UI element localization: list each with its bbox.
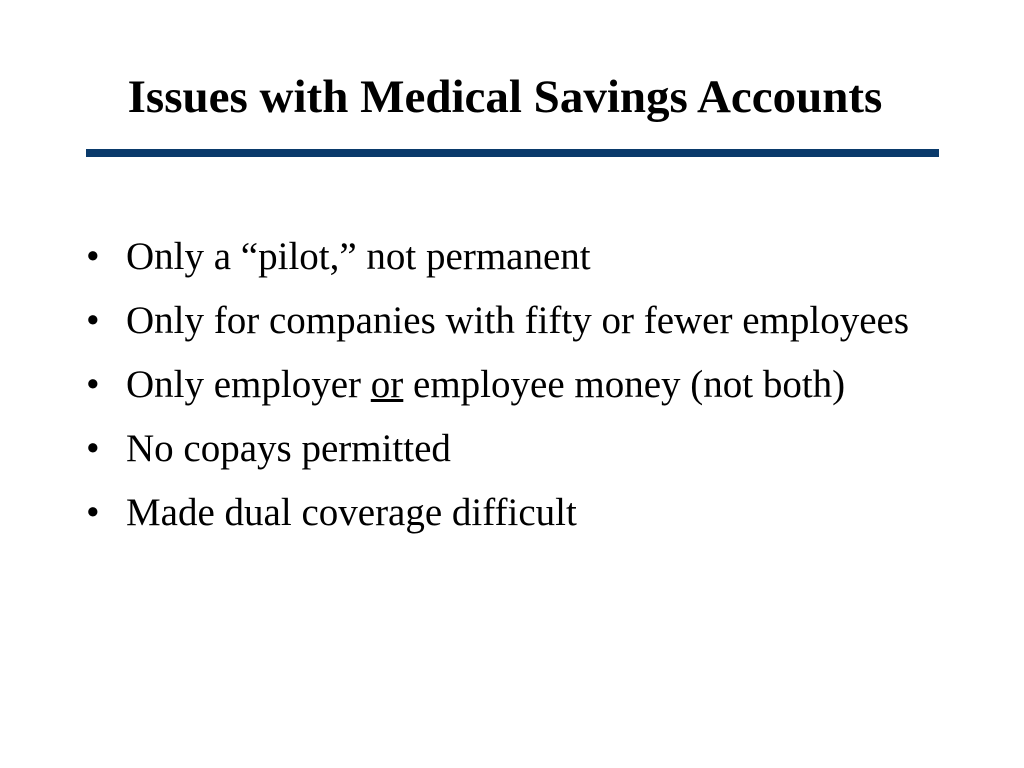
- bullet-icon: •: [86, 491, 100, 534]
- bullet-list: [86, 230, 916, 550]
- bullet-icon: •: [86, 427, 100, 470]
- bullet-text-emphasis: or: [370, 363, 404, 406]
- bullet-item-money: [86, 358, 916, 412]
- bullet-item-companies: [86, 294, 916, 348]
- bullet-text-before: Only employer: [126, 363, 371, 406]
- bullet-icon: •: [86, 235, 100, 278]
- bullet-text-after: employee money (not both): [403, 363, 846, 406]
- bullet-text: Made dual coverage difficult: [126, 491, 577, 534]
- bullet-icon: •: [86, 299, 100, 342]
- slide-title: Issues with Medical Savings Accounts: [127, 71, 883, 123]
- bullet-text: No copays permitted: [126, 427, 451, 470]
- bullet-text: Only for companies with fifty or fewer employees: [126, 299, 910, 342]
- bullet-icon: •: [86, 363, 100, 406]
- bullet-text: Only a “pilot,” not permanent: [126, 235, 591, 278]
- title-divider: [86, 149, 939, 157]
- bullet-item-dual-coverage: [86, 486, 916, 540]
- bullet-item-pilot: [86, 230, 916, 284]
- bullet-item-copays: [86, 422, 916, 476]
